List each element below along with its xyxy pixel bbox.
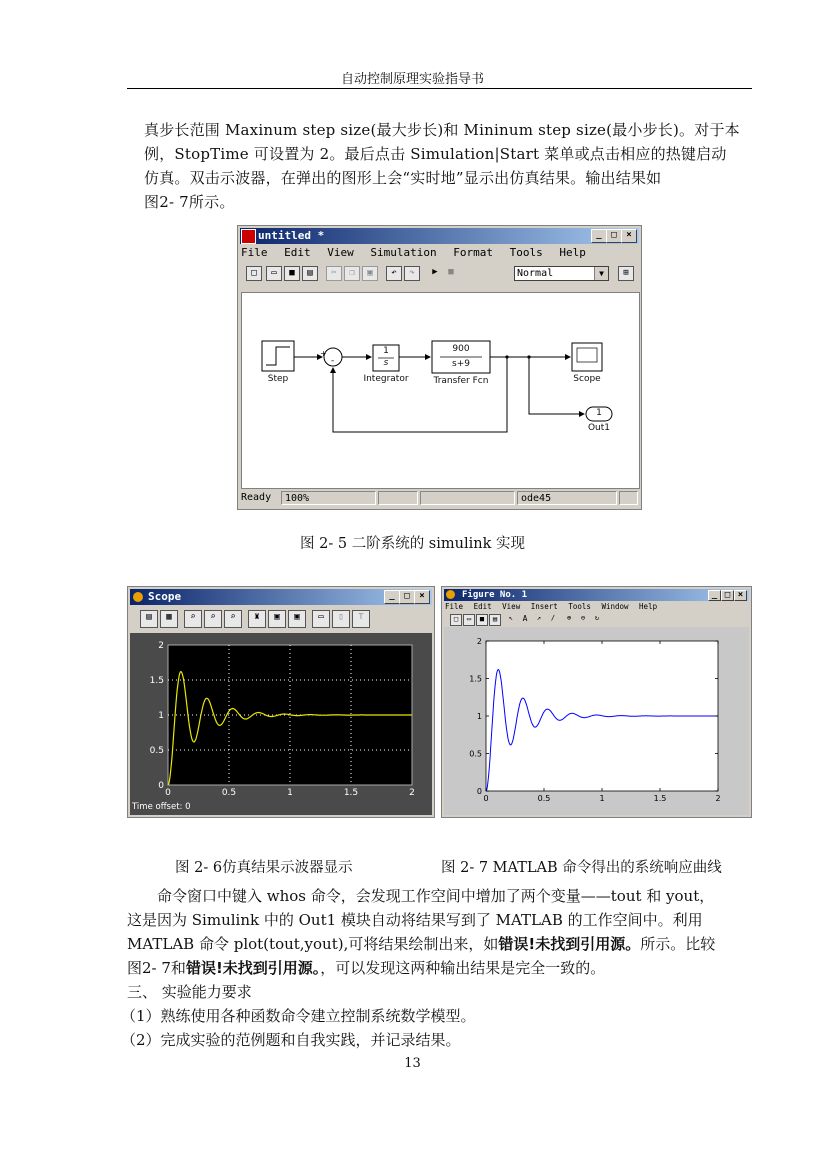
body-line-3	[127, 932, 752, 956]
sum-minus-sign: -	[331, 356, 335, 366]
y-tick-label: 0.5	[149, 746, 164, 756]
simulink-app-icon	[241, 229, 256, 244]
status-empty-2	[420, 491, 515, 505]
x-tick-label: 0.5	[221, 788, 237, 798]
y-tick-label: 1.5	[469, 674, 482, 684]
y-tick-label: 0.5	[469, 749, 482, 759]
time-offset-value: 0	[185, 802, 191, 812]
x-tick-label: 0.5	[537, 794, 551, 803]
figure-app-icon	[446, 590, 455, 599]
menu-file[interactable]: File	[241, 246, 268, 259]
menu-simulation[interactable]: Simulation	[370, 246, 437, 259]
figure-title: Figure No. 1	[462, 590, 528, 600]
fig-menu-file[interactable]: File	[445, 602, 464, 611]
simulation-mode-value: Normal	[517, 268, 554, 279]
integrator-numerator: 1	[383, 346, 389, 356]
paste-icon[interactable]: ▣	[362, 266, 378, 281]
cut-icon[interactable]: ✂	[326, 266, 342, 281]
x-tick-label: 1	[599, 794, 605, 803]
reference-error-2[interactable]: 错误!未找到引用源。	[185, 959, 321, 977]
y-tick-label: 2	[476, 637, 482, 646]
chevron-down-icon: ▼	[594, 267, 608, 280]
menu-format[interactable]: Format	[453, 246, 493, 259]
figure-maximize-button[interactable]: □	[721, 590, 734, 601]
minimize-button[interactable]: _	[591, 229, 607, 243]
header-rule	[127, 88, 752, 89]
integrator-denominator: s	[383, 358, 389, 368]
figure-close-button[interactable]: ×	[734, 590, 747, 601]
fig-save-icon[interactable]: ■	[476, 614, 488, 626]
scope-app-icon	[133, 592, 143, 602]
status-solver: ode45	[517, 491, 617, 505]
page-number: 13	[404, 1056, 421, 1071]
zoom-icon[interactable]: ⌕	[184, 610, 202, 628]
y-tick-label: 1	[476, 712, 482, 721]
save-icon[interactable]: ■	[284, 266, 300, 281]
figure-menubar	[445, 602, 663, 611]
y-tick-label: 0	[158, 781, 164, 791]
intro-paragraph	[144, 118, 749, 214]
fig-menu-edit[interactable]: Edit	[473, 602, 492, 611]
maximize-button[interactable]: □	[606, 229, 622, 243]
fig-menu-insert[interactable]: Insert	[530, 602, 558, 611]
start-icon[interactable]: ▶	[432, 267, 438, 277]
requirement-1: （1）熟练使用各种函数命令建立控制系统数学模型。	[121, 1007, 476, 1025]
sum-plus-sign: +	[320, 349, 327, 358]
body-line-3a: MATLAB 命令 plot(tout,yout),可将结果绘制出来，如	[127, 935, 499, 953]
scope-label: Scope	[573, 374, 601, 384]
body-line-1: 命令窗口中键入 whos 命令，会发现工作空间中增加了两个变量——tout 和 yout，	[157, 887, 715, 905]
scope-plot	[130, 633, 432, 815]
print-icon[interactable]: ▤	[140, 610, 158, 628]
scope-title: Scope	[148, 590, 182, 603]
fig-rotate-icon[interactable]: ↻	[594, 614, 600, 622]
body-line-4b: ，可以发现这两种输出结果是完全一致的。	[320, 959, 606, 977]
status-zoom: 100%	[281, 491, 376, 505]
redo-icon[interactable]: ↷	[404, 266, 420, 281]
tf-denominator: s+9	[452, 359, 470, 369]
x-tick-label: 0	[165, 788, 171, 798]
time-offset	[132, 802, 191, 812]
y-tick-label: 2	[158, 641, 164, 651]
menu-tools[interactable]: Tools	[509, 246, 543, 259]
x-tick-label: 2	[715, 794, 721, 803]
scope-titlebar	[130, 589, 432, 605]
body-line-4a: 图2- 7和	[127, 959, 186, 977]
fig-menu-view[interactable]: View	[502, 602, 521, 611]
status-empty-1	[378, 491, 418, 505]
fig-menu-help[interactable]: Help	[639, 602, 658, 611]
y-tick-label: 1.5	[149, 676, 164, 686]
x-tick-label: 1.5	[653, 794, 667, 803]
figure-6-caption: 图 2- 6仿真结果示波器显示	[175, 860, 353, 876]
resize-grip-icon[interactable]	[619, 491, 638, 505]
block-diagram	[242, 293, 639, 488]
simulink-titlebar	[240, 228, 639, 244]
x-tick-label: 1	[287, 788, 293, 798]
parameters-icon[interactable]: ▦	[160, 610, 178, 628]
undo-icon[interactable]: ↶	[386, 266, 402, 281]
step-label: Step	[267, 374, 289, 384]
figure-window	[441, 586, 752, 818]
intro-line: 仿真。双击示波器，在弹出的图形上会“实时地”显示出仿真结果。输出结果如	[144, 169, 662, 187]
reference-error-1[interactable]: 错误!未找到引用源。	[498, 935, 641, 953]
x-tick-label: 0	[483, 794, 489, 803]
y-tick-label: 1	[158, 711, 164, 721]
fig-menu-window[interactable]: Window	[601, 602, 629, 611]
body-line-2: 这是因为 Simulink 中的 Out1 模块自动将结果写到了 MATLAB 的工作空间中。利用	[127, 911, 703, 929]
zoom-x-icon[interactable]: ⌕	[204, 610, 222, 628]
scope-window	[127, 586, 435, 818]
integrator-label: Integrator	[363, 374, 409, 384]
model-canvas[interactable]	[241, 292, 640, 489]
intro-line: 真步长范围 Maxinum step size(最大步长)和 Mininum step size(最小步长)。对于本	[144, 121, 740, 139]
intro-line: 例，StopTime 可设置为 2。最后点击 Simulation|Start 菜单或点击相应的热键启动	[144, 145, 727, 163]
section-heading: 三、 实验能力要求	[127, 983, 252, 1001]
matlab-plot	[444, 627, 749, 815]
open-icon[interactable]: ▭	[266, 266, 282, 281]
simulink-menubar	[241, 246, 596, 259]
restore-axes-icon[interactable]: ▣	[288, 610, 306, 628]
intro-line: 图2- 7所示。	[144, 193, 235, 211]
autoscale-icon[interactable]: ♜	[248, 610, 266, 628]
body-text	[121, 884, 752, 1052]
requirement-2: （2）完成实验的范例题和自我实践，并记录结果。	[121, 1031, 461, 1049]
save-axes-icon[interactable]: ▣	[268, 610, 286, 628]
close-button[interactable]: ×	[621, 229, 637, 243]
scope-minimize-button[interactable]: _	[384, 590, 400, 604]
transfer-fcn-label: Transfer Fcn	[433, 376, 489, 386]
signal-selection-icon[interactable]: ⊤	[352, 610, 370, 628]
body-line-3b: 所示。比较	[640, 935, 716, 953]
x-tick-label: 1.5	[343, 788, 359, 798]
tf-numerator: 900	[452, 344, 470, 354]
fig-zoom-out-icon[interactable]: ⊖	[580, 614, 586, 622]
scope-close-button[interactable]: ×	[414, 590, 430, 604]
page-header: 自动控制原理实验指导书	[340, 72, 484, 87]
lock-axes-icon[interactable]: ▯	[332, 610, 350, 628]
simulink-title: untitled *	[258, 229, 325, 242]
simulation-mode-select[interactable]	[514, 266, 609, 281]
fig-select-icon[interactable]: ↖	[508, 614, 514, 622]
figure-7-caption: 图 2- 7 MATLAB 命令得出的系统响应曲线	[441, 860, 722, 876]
menu-edit[interactable]: Edit	[284, 246, 311, 259]
simulink-window	[237, 225, 642, 510]
y-tick-label: 0	[476, 787, 482, 796]
x-tick-label: 2	[409, 788, 415, 798]
scope-maximize-button[interactable]: □	[399, 590, 415, 604]
menu-help[interactable]: Help	[559, 246, 586, 259]
fig-menu-tools[interactable]: Tools	[568, 602, 591, 611]
print-icon[interactable]: ▤	[302, 266, 318, 281]
floating-scope-icon[interactable]: ▭	[312, 610, 330, 628]
simulink-statusbar	[241, 491, 638, 506]
figure-titlebar	[444, 589, 749, 601]
out1-label: Out1	[587, 423, 611, 433]
fig-new-icon[interactable]: □	[450, 614, 462, 626]
out1-port-number: 1	[596, 408, 602, 418]
menu-view[interactable]: View	[327, 246, 354, 259]
fig-print-icon[interactable]: ▤	[489, 614, 501, 626]
copy-icon[interactable]: ❐	[344, 266, 360, 281]
fig-text-icon[interactable]: A	[522, 614, 528, 623]
status-ready: Ready	[241, 492, 272, 503]
step-block[interactable]	[262, 341, 294, 371]
fig-zoom-in-icon[interactable]: ⊕	[566, 614, 572, 622]
fig-open-icon[interactable]: ▭	[463, 614, 475, 626]
zoom-y-icon[interactable]: ⌕	[224, 610, 242, 628]
fig-arrow-icon[interactable]: ↗	[536, 614, 542, 622]
figure-5-caption: 图 2- 5 二阶系统的 simulink 实现	[300, 536, 525, 552]
figure-minimize-button[interactable]: _	[708, 590, 721, 601]
time-offset-label: Time offset:	[132, 802, 183, 812]
library-browser-icon[interactable]: ⊞	[618, 266, 634, 281]
stop-icon[interactable]: ■	[448, 267, 454, 277]
fig-line-icon[interactable]: ∕	[550, 614, 556, 622]
body-line-4	[127, 956, 752, 980]
new-icon[interactable]: □	[246, 266, 262, 281]
